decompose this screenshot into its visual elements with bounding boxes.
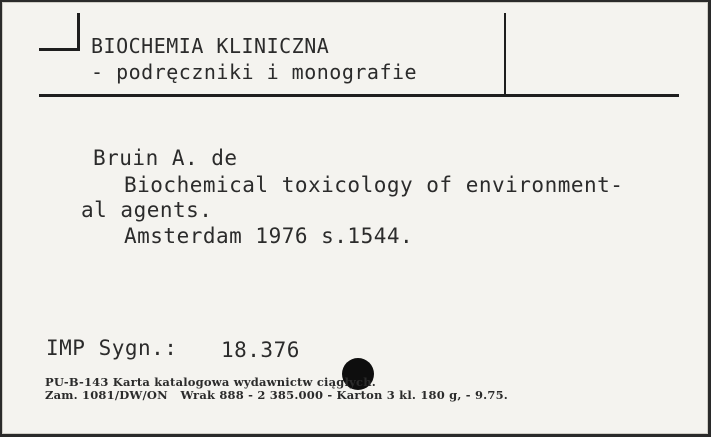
footer-line-1: PU-B-143 Karta katalogowa wydawnictw ciągłych. [45, 375, 376, 389]
header-corner-tick-base [39, 48, 80, 51]
title-line-2: al agents. [81, 198, 213, 222]
call-number-value: 18.376 [221, 338, 300, 362]
header-divider-horizontal [39, 94, 679, 97]
catalog-card [2, 2, 708, 434]
imprint: Amsterdam 1976 s.1544. [124, 224, 414, 248]
header-divider-vertical [504, 13, 506, 97]
call-number-label: IMP Sygn.: [46, 336, 178, 360]
footer-line-2: Zam. 1081/DW/ON Wrak 888 - 2 385.000 - Karton 3 kl. 180 g, - 9.75. [45, 388, 508, 402]
author-name: Bruin A. de [93, 146, 238, 170]
subject-heading-line-2: - podręczniki i monografie [91, 60, 418, 84]
header-corner-tick [77, 13, 80, 51]
subject-heading-line-1: BIOCHEMIA KLINICZNA [91, 34, 330, 58]
title-line-1: Biochemical toxicology of environment- [124, 173, 624, 197]
